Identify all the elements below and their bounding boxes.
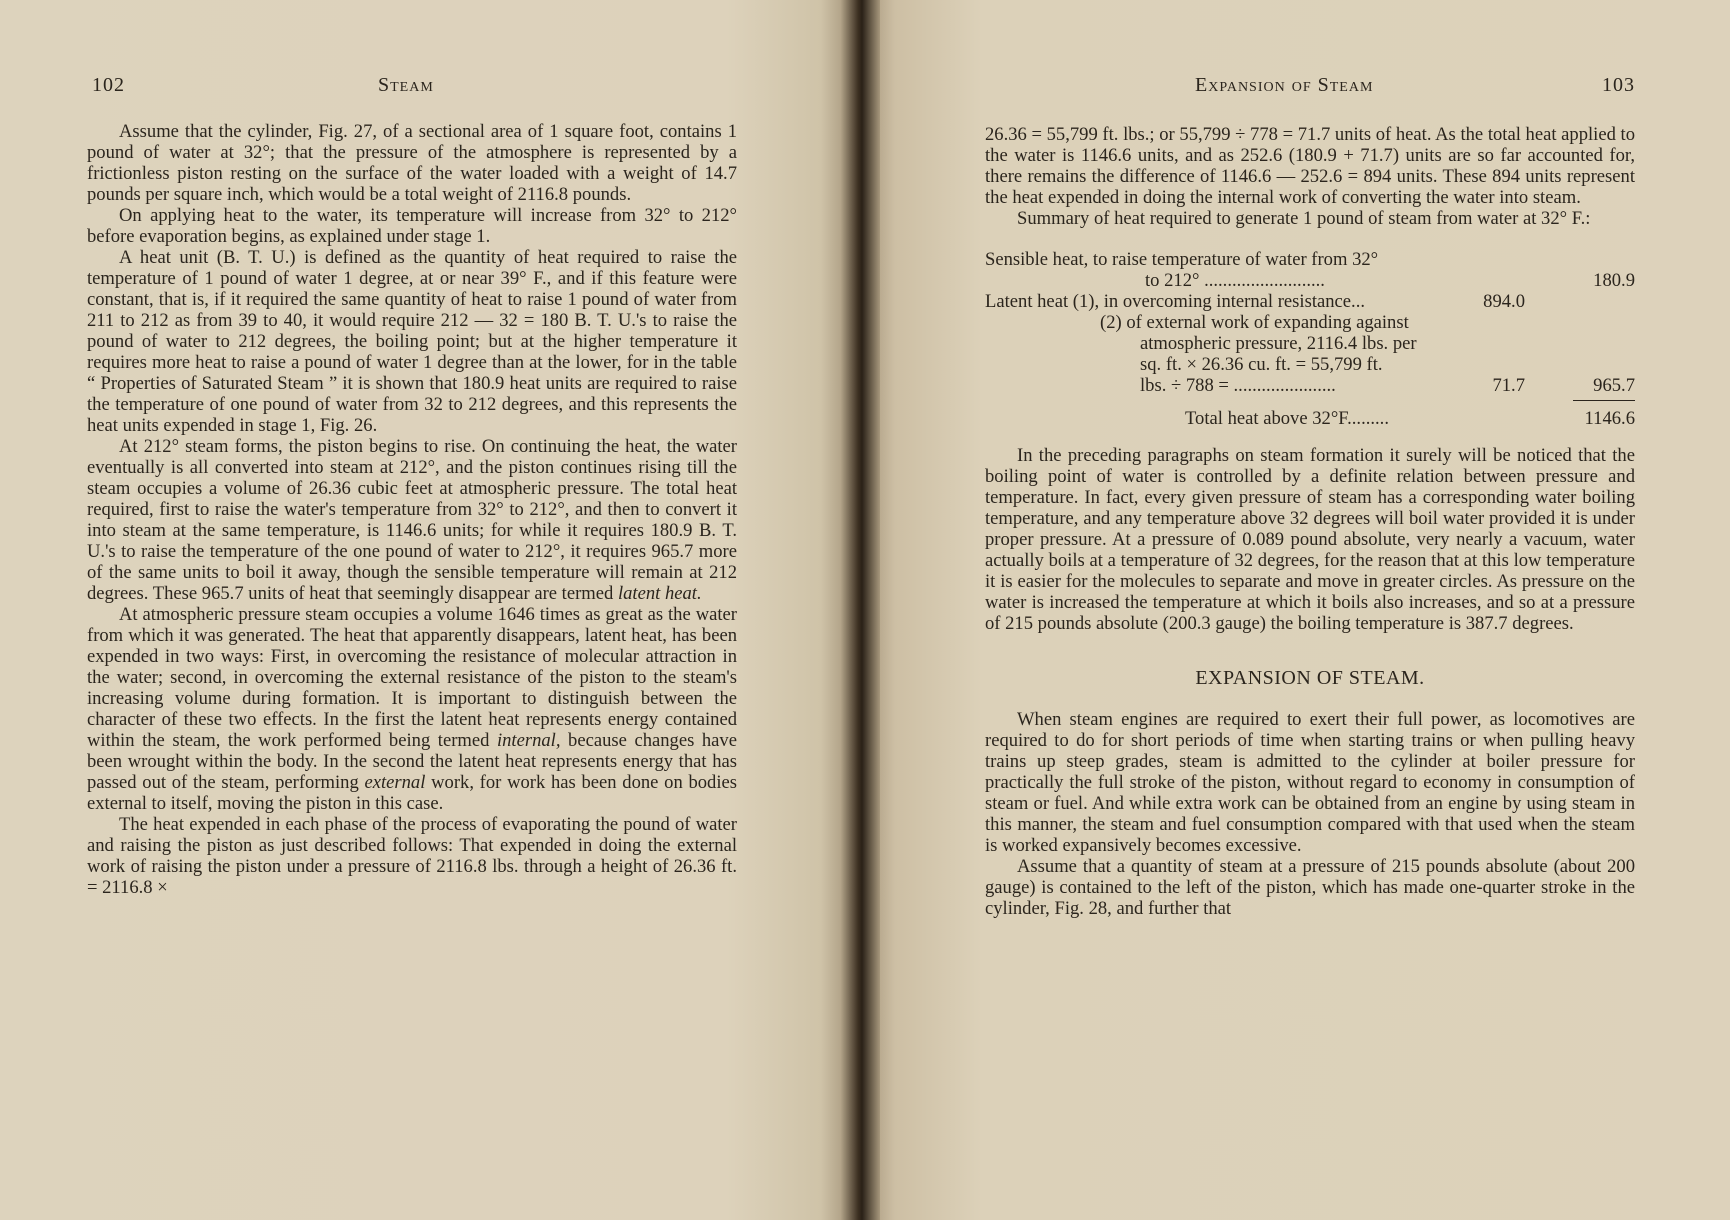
left-running-head: Steam xyxy=(378,74,434,96)
summary-row xyxy=(985,249,1635,270)
summary-rule-row xyxy=(985,396,1635,408)
paragraph xyxy=(87,436,737,604)
paragraph: When steam engines are required to exert their full power, as locomotives are required to do for short periods of time when starting trains or when pulling heavy trains up steep grades, steam is admitted to the cylinder at boiler pressure for practically the full stroke of the piston, without regard to economy in consumption of steam or fuel. And while extra work can be obtained from an engine by using steam in this manner, the steam and fuel consumption compared with that used when the steam is worked expansively becomes excessive. xyxy=(985,709,1635,856)
summary-row xyxy=(985,354,1635,375)
book-gutter xyxy=(840,0,880,1220)
paragraph: A heat unit (B. T. U.) is defined as the quantity of heat required to raise the temperature of 1 pound of water 1 degree, at or near 39° F., and if this feature were constant, that is, if it required the same quantity of heat to raise 1 pound of water from 211 to 212 as from 39 to 40, it would require 212 — 32 = 180 B. T. U.'s to raise the pound of water to 212 degrees, the boiling point; but at the higher temperature it requires more heat to raise a pound of water 1 degree than at the lower, for in the table “ Properties of Saturated Steam ” it is shown that 180.9 heat units are required to raise the temperature of one pound of water from 32 to 212 degrees, and this represents the heat units expended in stage 1, Fig. 26. xyxy=(87,247,737,436)
summary-row xyxy=(985,291,1635,312)
paragraph: The heat expended in each phase of the process of evaporating the pound of water and raising the piston as just described follows: That expended in doing the external work of raising the piston under a pressure of 2116.8 lbs. through a height of 26.36 ft. = 2116.8 × xyxy=(87,814,737,898)
summary-value: 965.7 xyxy=(1593,375,1635,396)
left-page-body xyxy=(87,121,737,898)
paragraph-text: At 212° steam forms, the piston begins to rise. On continuing the heat, the water eventually is all converted into steam at 212°, and the piston continues rising till the steam occupies a volume of 26.36 cubic feet at atmospheric pressure. The total heat required, first to raise the water's temperature from 32° to 212°, and then to convert it into steam at the same temperature, is 1146.6 units; for while it requires 180.9 B. T. U.'s to raise the temperature of the one pound of water to 212°, it requires 965.7 more of the same units to boil it away, though the sensible temperature will remain at 212 degrees. These 965.7 units of heat that seemingly disappear are termed xyxy=(87,436,737,604)
summary-total-value: 1146.6 xyxy=(1584,408,1635,429)
left-page-number: 102 xyxy=(92,74,125,96)
summary-value: 71.7 xyxy=(1492,375,1525,396)
summary-label: atmospheric pressure, 2116.4 lbs. per xyxy=(1140,333,1417,354)
paragraph: Summary of heat required to generate 1 pound of steam from water at 32° F.: xyxy=(1017,208,1591,229)
right-running-head: Expansion of Steam xyxy=(1195,74,1374,96)
paragraph: In the preceding paragraphs on steam formation it surely will be noticed that the boiling point of water is controlled by a definite relation between pressure and temperature. In fact, every given pressure of steam has a corresponding water boiling temperature, and any temperature above 32 degrees will boil water provided it is under proper pressure. At a pressure of 0.089 pound absolute, very nearly a vacuum, water actually boils at a temperature of 32 degrees, for the reason that at this low temperature it is easier for the molecules to separate and move in greater circles. As pressure on the water is increased the temperature at which it boils also increases, and so at a pressure of 215 pounds absolute (200.3 gauge) the boiling temperature is 387.7 degrees. xyxy=(985,445,1635,634)
paragraph xyxy=(87,604,737,814)
summary-row xyxy=(985,312,1635,333)
paragraph: On applying heat to the water, its temperature will increase from 32° to 212° before evaporation begins, as explained under stage 1. xyxy=(87,205,737,247)
paragraph-text: At atmospheric pressure steam occupies a volume 1646 times as great as the water from which it was generated. The heat that apparently disappears, latent heat, has been expended in two ways: First, in overcoming the resistance of molecular attraction in the water; second, in overcoming the external resistance of the piston to the steam's increasing volume during formation. It is important to distinguish between the character of these two effects. In the first the latent heat represents energy contained within the steam, the work performed being termed xyxy=(87,604,737,751)
paragraph: 26.36 = 55,799 ft. lbs.; or 55,799 ÷ 778 = 71.7 units of heat. As the total heat applied to the water is 1146.6 units, and as 252.6 (180.9 + 71.7) units are so far accounted for, there remains the difference of 1146.6 — 252.6 = 894 units. These 894 units represent the heat expended in doing the internal work of converting the water into steam. xyxy=(985,124,1635,208)
summary-row xyxy=(985,270,1635,291)
summary-total-label: Total heat above 32°F......... xyxy=(1185,408,1389,429)
summary-total-row xyxy=(985,408,1635,429)
summary-label: (2) of external work of expanding against xyxy=(1100,312,1409,333)
summary-label: lbs. ÷ 788 = ...................... xyxy=(1140,375,1336,396)
emphasis-latent-heat: latent heat. xyxy=(617,583,702,604)
summary-value: 894.0 xyxy=(1483,291,1525,312)
heat-summary-table xyxy=(985,249,1635,429)
paragraph-text: because changes have been wrought within the body. In the second the latent heat represents energy that has passed out of the steam, performing xyxy=(87,730,737,793)
emphasis-external: external xyxy=(364,772,426,793)
paragraph-text: work, for work has been done on bodies external to itself, moving the piston in this case. xyxy=(87,772,737,814)
right-page-body xyxy=(985,124,1635,919)
summary-label: sq. ft. × 26.36 cu. ft. = 55,799 ft. xyxy=(1140,354,1383,375)
section-title: EXPANSION OF STEAM. xyxy=(1195,667,1425,689)
right-page-number: 103 xyxy=(1602,74,1635,96)
summary-label: Latent heat (1), in overcoming internal resistance... xyxy=(985,291,1365,312)
summary-value: 180.9 xyxy=(1593,270,1635,291)
summary-rule xyxy=(1573,400,1635,401)
emphasis-internal: internal, xyxy=(496,730,561,751)
paragraph: Assume that a quantity of steam at a pressure of 215 pounds absolute (about 200 gauge) is contained to the left of the piston, which has made one-quarter stroke in the cylinder, Fig. 28, and further that xyxy=(985,856,1635,919)
summary-label: to 212° .......................... xyxy=(1145,270,1325,291)
paragraph: Assume that the cylinder, Fig. 27, of a sectional area of 1 square foot, contains 1 pound of water at 32°; that the pressure of the atmosphere is represented by a frictionless piston resting on the surface of the water loaded with a weight of 14.7 pounds per square inch, which would be a total weight of 2116.8 pounds. xyxy=(87,121,737,205)
summary-row xyxy=(985,375,1635,396)
summary-row xyxy=(985,333,1635,354)
summary-label: Sensible heat, to raise temperature of water from 32° xyxy=(985,249,1379,270)
